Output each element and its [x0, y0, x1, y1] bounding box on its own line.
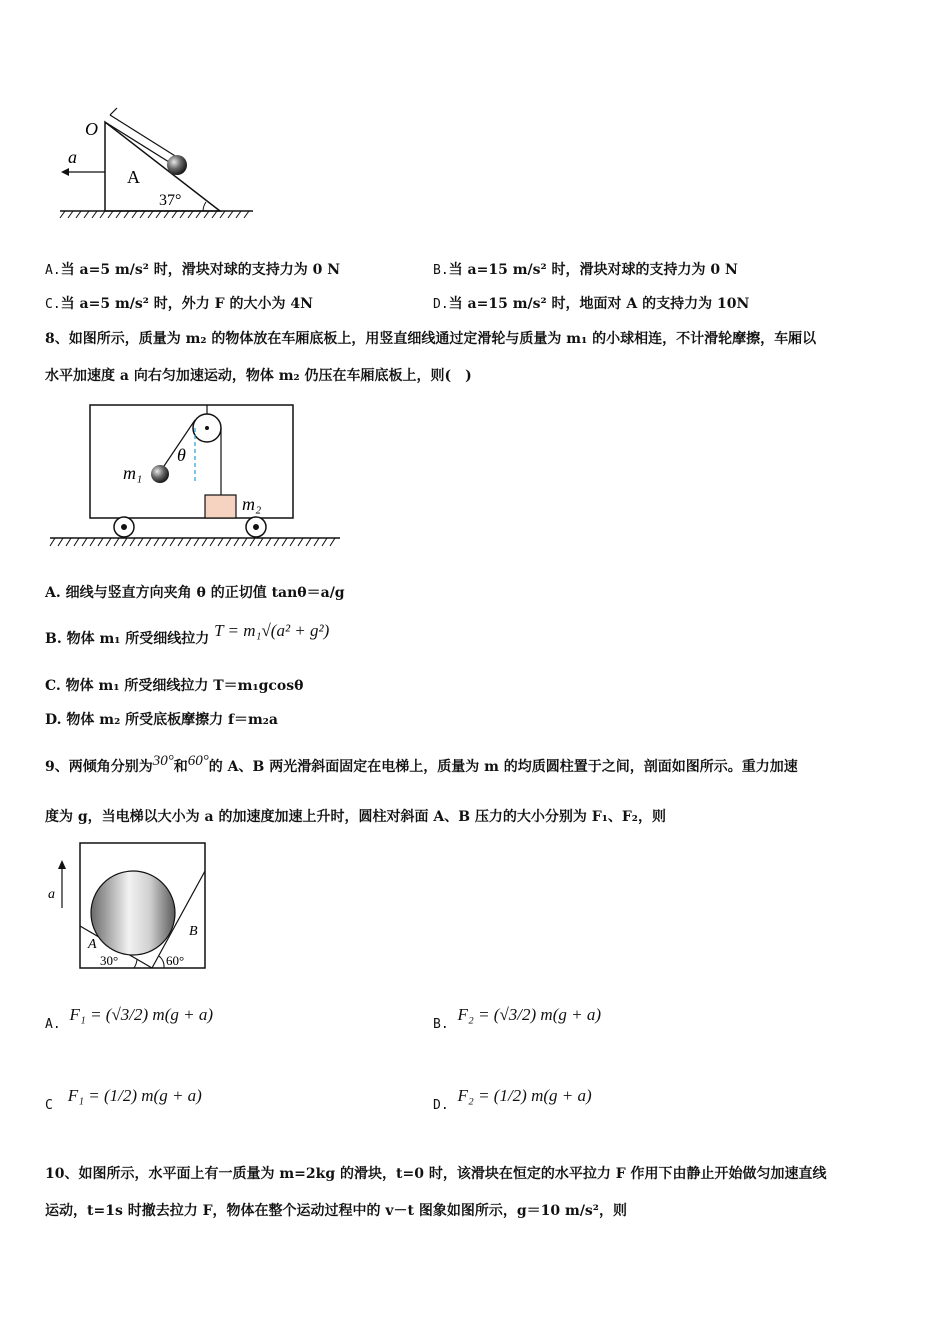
q7-option-d[interactable]: D.当 a=15 m/s² 时，地面对 A 的支持力为 10N: [433, 296, 750, 312]
q9-option-b-formula: F₂ = (√3/2) m(g + a): [457, 1005, 601, 1024]
rod: [105, 122, 177, 167]
angle-a-label: 30°: [100, 953, 119, 968]
slope-b-label: B: [189, 924, 198, 939]
q9-option-d-formula: F₂ = (1/2) m(g + a): [457, 1086, 592, 1105]
q9-option-c[interactable]: C F₁ = (1/2) m(g + a): [45, 1086, 202, 1113]
q7-option-a[interactable]: A.当 a=5 m/s² 时，滑块对球的支持力为 0 N: [45, 262, 341, 278]
angle-b-label: 60°: [166, 953, 185, 968]
q8-stem-line1: 8、如图所示，质量为 m₂ 的物体放在车厢底板上，用竖直细线通过定滑轮与质量为 m₁ 的小球相连，不计滑轮摩擦，车厢以: [45, 331, 817, 347]
q10-stem-line2: 运动，t=1s 时撤去拉力 F，物体在整个运动过程中的 v－t 图象如图所示，g＝10 m/s²，则: [45, 1203, 627, 1219]
theta-label: θ: [177, 445, 186, 465]
q8-option-c[interactable]: C. 物体 m₁ 所受细线拉力 T＝m₁gcosθ: [45, 678, 304, 694]
point-o-label: O: [85, 119, 98, 139]
m2-label: m₂: [242, 494, 262, 514]
q7-figure: [55, 105, 260, 220]
accel-label: a: [68, 147, 77, 167]
cart-box: [90, 405, 293, 518]
q8-option-b-formula: T = m₁√(a² + g²): [214, 621, 330, 640]
slope-a-label: A: [88, 937, 97, 952]
q8-stem-line2: 水平加速度 a 向右匀加速运动，物体 m₂ 仍压在车厢底板上，则( ): [45, 368, 472, 384]
q7-option-c[interactable]: C.当 a=5 m/s² 时，外力 F 的大小为 4N: [45, 296, 313, 312]
q9-option-c-formula: F₁ = (1/2) m(g + a): [67, 1086, 202, 1105]
q9-option-d[interactable]: D. F₂ = (1/2) m(g + a): [433, 1086, 592, 1113]
q8-option-b[interactable]: B. 物体 m₁ 所受细线拉力 T = m₁√(a² + g²): [45, 621, 330, 647]
ball-m1: [151, 465, 169, 483]
q9-stem-line1: 9、两倾角分别为30°和60°的 A、B 两光滑斜面固定在电梯上，质量为 m 的均质圆柱置于之间，剖面如图所示。重力加速: [45, 753, 798, 775]
q10-stem-line1: 10、如图所示，水平面上有一质量为 m=2kg 的滑块，t=0 时，该滑块在恒定的水平拉力 F 作用下由静止开始做匀加速直线: [45, 1166, 827, 1182]
q9-option-b[interactable]: B. F₂ = (√3/2) m(g + a): [433, 1005, 601, 1032]
q9-option-a-formula: F₁ = (√3/2) m(g + a): [69, 1005, 213, 1024]
accel-label: a: [48, 887, 55, 902]
cylinder: [91, 871, 175, 955]
m1-label: m₁: [123, 463, 143, 483]
q9-option-a[interactable]: A. F₁ = (√3/2) m(g + a): [45, 1005, 213, 1032]
q9-figure: [42, 838, 212, 973]
q8-option-d[interactable]: D. 物体 m₂ 所受底板摩擦力 f＝m₂a: [45, 712, 278, 728]
q8-option-a[interactable]: A. 细线与竖直方向夹角 θ 的正切值 tanθ＝a/g: [45, 585, 345, 601]
ball: [167, 155, 187, 175]
q7-option-b[interactable]: B.当 a=15 m/s² 时，滑块对球的支持力为 0 N: [433, 262, 738, 278]
q8-figure: [45, 398, 345, 556]
q9-stem-line2: 度为 g，当电梯以大小为 a 的加速度加速上升时，圆柱对斜面 A、B 压力的大小分别为 F₁、F₂，则: [45, 809, 666, 825]
angle-label: 37°: [159, 192, 182, 209]
block-a-label: A: [127, 167, 140, 187]
block-m2: [205, 495, 236, 518]
